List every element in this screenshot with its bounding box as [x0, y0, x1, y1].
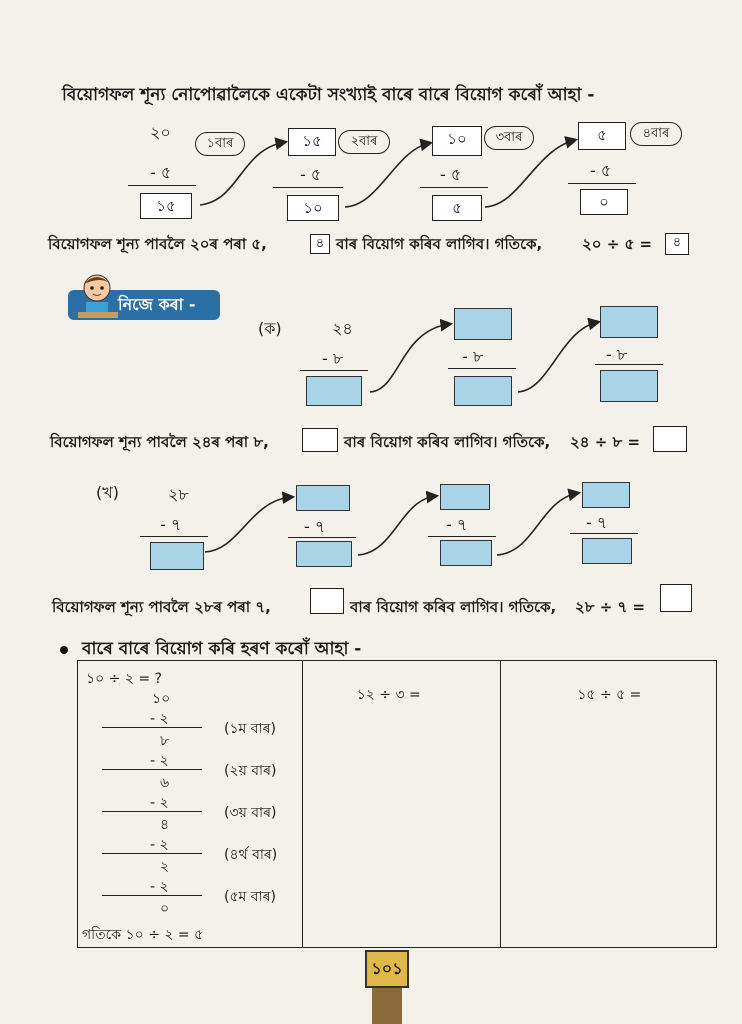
part-kh-top-box-3[interactable]: [440, 484, 490, 510]
part-k-sentence-b: বাৰ বিয়োগ কৰিব লাগিব। গতিকে,: [344, 433, 551, 451]
part-k-answer-box-3[interactable]: [600, 370, 658, 402]
col1-line-5: [102, 895, 202, 896]
example-answer-box: ৪: [665, 233, 689, 255]
table-col-2[interactable]: [303, 661, 502, 947]
col1-step1-label: (১ম বাৰ): [224, 721, 276, 737]
col1-step3-label: (৩য় বাৰ): [224, 805, 277, 821]
arrow-8: [497, 493, 578, 555]
part-kh-minus-4: - ৭: [586, 513, 608, 532]
example-start-number: ২০: [150, 123, 171, 142]
part-kh-times-box[interactable]: [310, 588, 344, 614]
heading-repeated-subtraction: বিয়োগফল শূন্য নোপোৱালৈকে একেটা সংখ্যাই বাৰে বাৰে বিয়োগ কৰোঁ আহা -: [62, 85, 595, 105]
part-kh-minus: - ৭: [160, 515, 182, 534]
step-label-2: ২বাৰ: [338, 130, 390, 154]
division-table: [77, 660, 717, 948]
underline-4: [568, 183, 636, 184]
col1-line-1: [102, 727, 202, 728]
col1-line-3: [102, 811, 202, 812]
badge-do-yourself: নিজে কৰা -: [68, 290, 220, 320]
arrow-5: [518, 322, 598, 392]
arrow-3: [485, 140, 575, 207]
part-kh-answer-box[interactable]: [660, 584, 692, 612]
col1-step5-minus: - ২: [150, 879, 169, 895]
heading-division-by-subtraction: বাৰে বাৰে বিয়োগ কৰি হৰণ কৰোঁ আহা -: [82, 639, 362, 659]
part-kh-equation: ২৮ ÷ ৭ =: [575, 598, 646, 616]
example-times-box: ৪: [310, 234, 330, 254]
part-k-equation: ২৪ ÷ ৮ =: [570, 433, 641, 451]
part-k-times-box[interactable]: [302, 428, 338, 452]
col1-step2-result: ৬: [160, 775, 170, 791]
top-box-2: ১৫: [288, 128, 336, 156]
part-k-start: ২৪: [332, 319, 353, 338]
part-k-answer-box-2[interactable]: [454, 376, 512, 406]
step-label-4: ৪বাৰ: [630, 122, 682, 146]
top-box-3: ১০: [432, 126, 482, 156]
step-label-1: ১বাৰ: [195, 132, 245, 156]
part-kh-start: ২৮: [168, 485, 189, 504]
col1-step4-minus: - ২: [150, 837, 169, 853]
page-number: ১০১: [365, 950, 409, 988]
part-k-minus: - ৮: [322, 349, 344, 368]
part-k-underline-1: [300, 370, 368, 371]
col1-step3-result: ৪: [160, 817, 170, 833]
table-col-3[interactable]: [501, 661, 716, 947]
example-minus-4: - ৫: [590, 161, 612, 180]
col1-step5-label: (৫ম বাৰ): [224, 889, 276, 905]
col1-step2-minus: - ২: [150, 753, 169, 769]
part-kh-top-box-2[interactable]: [296, 485, 350, 511]
part-kh-minus-2: - ৭: [304, 517, 326, 536]
underline-3: [420, 187, 488, 188]
col1-step4-label: (৪ৰ্থ বাৰ): [224, 847, 278, 863]
col2-title: ১২ ÷ ৩ =: [356, 687, 421, 703]
underline-2: [273, 187, 343, 188]
arrow-6: [205, 497, 292, 552]
result-box-2: ১০: [287, 195, 339, 221]
col1-step1-result: ৮: [160, 733, 170, 749]
col1-step4-result: ২: [160, 859, 170, 875]
col1-line-4: [102, 853, 202, 854]
col1-step1-minus: - ২: [150, 711, 169, 727]
col1-step3-minus: - ২: [150, 795, 169, 811]
bullet-icon: [60, 646, 68, 654]
part-k-label: (ক): [258, 319, 282, 338]
part-kh-sentence-b: বাৰ বিয়োগ কৰিব লাগিব। গতিকে,: [350, 598, 557, 616]
part-k-underline-2: [448, 368, 516, 369]
part-kh-sentence-a: বিয়োগফল শূন্য পাবলৈ ২৮ৰ পৰা ৭,: [52, 598, 271, 616]
col1-conclusion: গতিকে ১০ ÷ ২ = ৫: [82, 927, 204, 943]
col1-title: ১০ ÷ ২ = ?: [86, 671, 162, 687]
part-k-answer-box[interactable]: [653, 426, 687, 452]
part-k-top-box-3[interactable]: [600, 306, 658, 338]
result-box-3: ৫: [432, 195, 482, 221]
col1-step5-result: ০: [160, 901, 170, 917]
part-kh-answer-box-1[interactable]: [150, 542, 204, 570]
underline-1: [128, 185, 196, 186]
arrow-7: [358, 496, 436, 555]
top-box-4: ৫: [578, 122, 626, 150]
part-k-underline-3: [595, 364, 663, 365]
col1-step2-label: (২য় বাৰ): [224, 763, 277, 779]
table-col-1: [78, 661, 303, 947]
example-minus-2: - ৫: [300, 165, 322, 184]
part-kh-answer-box-3[interactable]: [440, 540, 492, 566]
example-minus-3: - ৫: [440, 165, 462, 184]
part-kh-underline-4: [570, 533, 638, 534]
part-kh-answer-box-2[interactable]: [296, 541, 352, 567]
col1-line-2: [102, 769, 202, 770]
part-kh-underline-2: [288, 537, 356, 538]
part-kh-answer-box-4[interactable]: [582, 538, 632, 564]
example-minus-1: - ৫: [150, 163, 172, 182]
example-equation: ২০ ÷ ৫ =: [582, 235, 653, 253]
part-k-top-box-2[interactable]: [454, 308, 512, 340]
step-label-3: ৩বাৰ: [484, 126, 534, 150]
part-k-minus-2: - ৮: [462, 347, 484, 366]
part-k-answer-box-1[interactable]: [306, 376, 362, 406]
arrow-4: [370, 324, 450, 392]
part-kh-underline-1: [140, 536, 208, 537]
child-writing-icon: [72, 266, 122, 320]
part-k-minus-3: - ৮: [606, 345, 628, 364]
page-number-stand: [372, 988, 402, 1024]
example-conclusion-a: বিয়োগফল শূন্য পাবলৈ ২০ৰ পৰা ৫,: [48, 235, 267, 253]
col3-title: ১৫ ÷ ৫ =: [577, 687, 642, 703]
part-kh-underline-3: [428, 536, 496, 537]
part-kh-label: (খ): [96, 483, 119, 502]
col1-start: ১০: [152, 691, 171, 707]
example-conclusion-b: বাৰ বিয়োগ কৰিব লাগিব। গতিকে,: [336, 235, 543, 253]
part-k-sentence-a: বিয়োগফল শূন্য পাবলৈ ২৪ৰ পৰা ৮,: [50, 433, 269, 451]
part-kh-minus-3: - ৭: [446, 515, 468, 534]
result-box-4: ০: [580, 189, 628, 215]
part-kh-top-box-4[interactable]: [582, 482, 630, 508]
result-box-1: ১৫: [140, 193, 192, 219]
